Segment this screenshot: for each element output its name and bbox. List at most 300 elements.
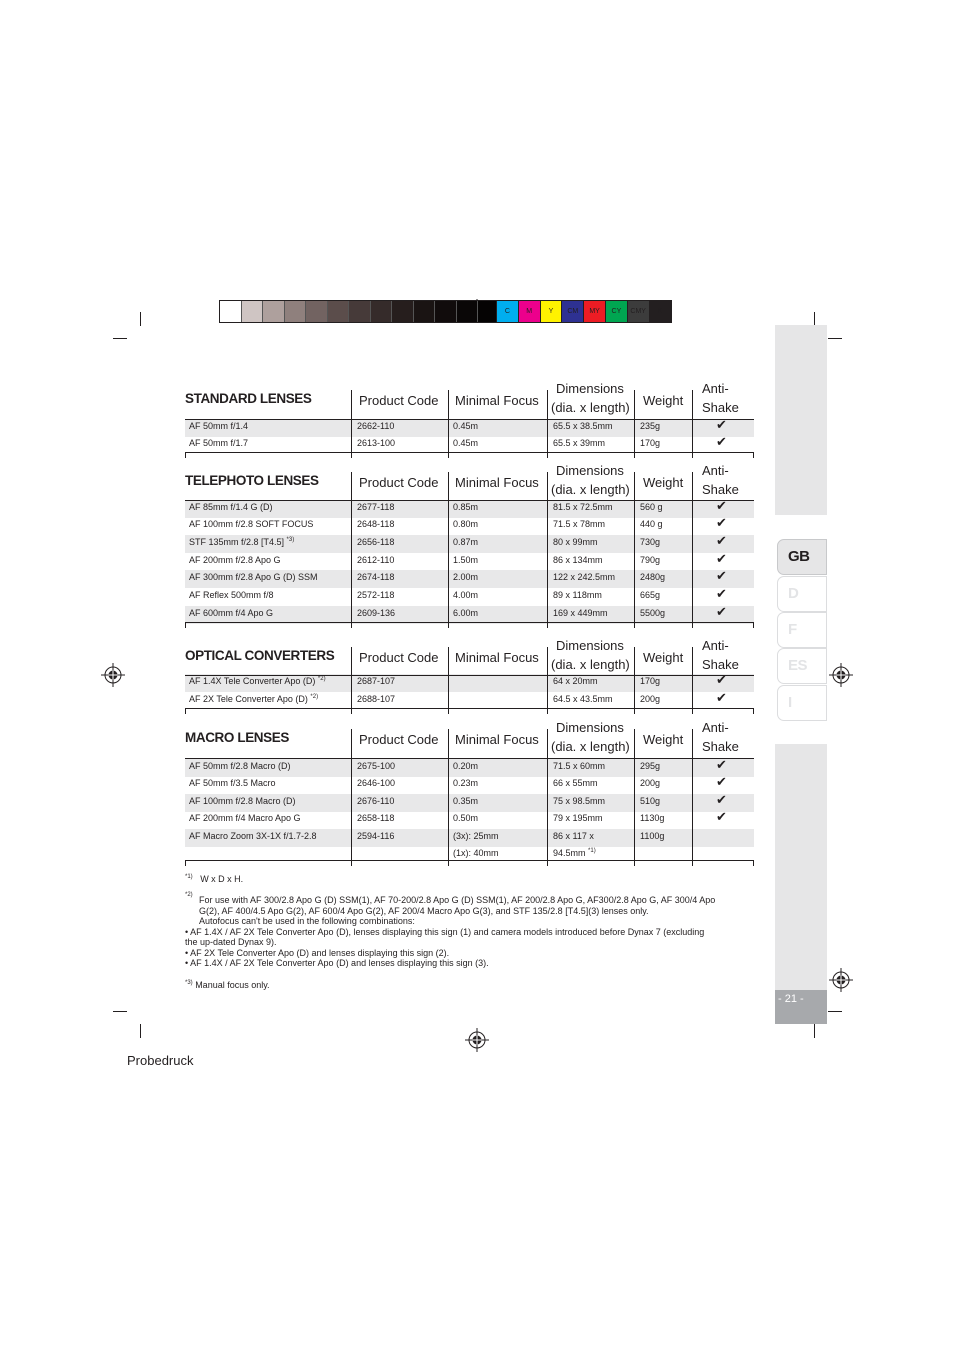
table-cell [640, 519, 663, 529]
table-cell [640, 796, 660, 806]
table-cell [640, 572, 665, 582]
column-divider [547, 759, 548, 777]
column-divider [634, 390, 635, 419]
cell-text: AF 300mm f/2.8 Apo G (D) SSM [189, 572, 318, 582]
cell-text: 89 x 118mm [553, 590, 602, 600]
table-cell [553, 608, 608, 618]
column-header: Anti- [702, 381, 729, 396]
grayscale-bar [219, 300, 522, 323]
cell-text: 75 x 98.5mm [553, 796, 606, 806]
column-header: Shake [702, 739, 739, 754]
anti-shake-check-icon: ✔ [716, 809, 727, 824]
cell-text: STF 135mm f/2.8 [T4.5] [189, 537, 287, 547]
table-cell [357, 438, 395, 448]
cell-text: 2612-110 [357, 555, 395, 565]
table-cell [189, 572, 318, 582]
table-cell [553, 813, 603, 823]
column-divider [692, 553, 693, 571]
cmyk-swatch: CM [562, 301, 584, 322]
column-divider [547, 419, 548, 437]
footnote-3: $^{*3)}$ Manual focus only. [185, 980, 270, 990]
cell-text: 440 g [640, 519, 663, 529]
column-divider [692, 472, 693, 500]
table-cell [189, 778, 276, 788]
column-divider [634, 500, 635, 518]
column-divider [634, 419, 635, 437]
column-divider [351, 606, 352, 624]
cell-text: 80 x 99mm [553, 537, 598, 547]
column-divider [634, 535, 635, 553]
registration-mark-icon [465, 1028, 489, 1052]
table-cell [640, 590, 660, 600]
table-end-rule [185, 860, 754, 861]
column-header: Product Code [359, 393, 439, 408]
cell-text: 0.45m [453, 438, 479, 448]
cell-text: 79 x 195mm [553, 813, 603, 823]
column-divider [692, 708, 693, 714]
cell-text: 1100g [640, 831, 665, 841]
column-divider [692, 452, 693, 458]
column-header: (dia. x length) [551, 400, 630, 415]
column-divider [547, 729, 548, 758]
column-divider [547, 622, 548, 628]
cell-text: 86 x 117 x [553, 831, 594, 841]
cell-text: 94.5mm [553, 848, 589, 858]
column-divider [351, 622, 352, 628]
footnote-marker: *2) [317, 676, 326, 682]
column-divider [547, 452, 548, 458]
cell-text: 0.23m [453, 778, 479, 788]
table-cell [640, 831, 664, 841]
column-divider [634, 570, 635, 588]
cmyk-swatch: MY [584, 301, 606, 322]
column-divider [634, 452, 635, 458]
table-end-rule [185, 622, 754, 623]
column-divider [634, 708, 635, 714]
cell-text: 295g [640, 761, 661, 771]
cell-text: AF 1.4X Tele Converter Apo (D) [189, 676, 318, 686]
table-cell [189, 761, 291, 771]
column-divider [448, 729, 449, 758]
table-cell [553, 537, 598, 547]
language-tab-gb[interactable]: GB [777, 539, 827, 575]
column-divider [448, 647, 449, 675]
cmyk-swatch: CMY [628, 301, 650, 322]
cell-text: 0.20m [453, 761, 479, 771]
column-header: Minimal Focus [455, 732, 539, 747]
column-divider [448, 860, 449, 866]
column-header: Dimensions [556, 638, 624, 653]
cell-text: AF Macro Zoom 3X-1X f/1.7-2.8 [189, 831, 317, 841]
column-header: (dia. x length) [551, 657, 630, 672]
crop-mark [113, 1011, 127, 1012]
cell-text: AF 200mm f/2.8 Apo G [189, 555, 281, 565]
column-divider [547, 588, 548, 606]
table-cell [640, 421, 660, 431]
table-cell [357, 831, 394, 841]
table-cell [189, 694, 318, 704]
table-cell [357, 694, 395, 704]
column-divider [692, 829, 693, 847]
anti-shake-check-icon: ✔ [716, 417, 727, 432]
cell-text: 2688-107 [357, 694, 396, 704]
column-divider [351, 811, 352, 829]
table-cell [453, 519, 478, 529]
column-header: Weight [643, 732, 684, 747]
anti-shake-check-icon: ✔ [716, 774, 727, 789]
language-tab-es[interactable]: ES [777, 648, 827, 684]
column-divider [448, 622, 449, 628]
cell-text: 2572-118 [357, 590, 395, 600]
table-cell [357, 572, 394, 582]
column-divider [351, 472, 352, 500]
cell-text: 5500g [640, 608, 666, 618]
column-divider [547, 500, 548, 518]
table-cell [189, 555, 281, 565]
table-cell [453, 813, 478, 823]
table-cell [453, 555, 478, 565]
anti-shake-check-icon: ✔ [716, 533, 727, 548]
cell-text: 2662-110 [357, 421, 395, 431]
section-title: STANDARD LENSES [185, 391, 312, 406]
column-divider [692, 436, 693, 454]
language-tab-f[interactable]: F [777, 612, 827, 648]
cell-text: 2676-110 [357, 796, 395, 806]
column-divider [692, 794, 693, 812]
column-divider [351, 759, 352, 777]
cell-text: AF 50mm f/3.5 Macro [189, 778, 276, 788]
table-cell [640, 502, 663, 512]
column-divider [547, 535, 548, 553]
crop-mark [113, 338, 127, 339]
column-divider [448, 708, 449, 714]
table-cell [189, 438, 248, 448]
table-cell [189, 519, 313, 529]
column-divider [692, 647, 693, 675]
crop-mark [814, 312, 815, 326]
table-cell [357, 778, 395, 788]
column-divider [634, 811, 635, 829]
cell-text: 790g [640, 555, 661, 565]
proof-label: Probedruck [127, 1053, 194, 1068]
column-divider [351, 776, 352, 794]
column-divider [753, 860, 754, 866]
column-header: (dia. x length) [551, 739, 630, 754]
column-divider [448, 811, 449, 829]
table-cell [453, 761, 478, 771]
column-divider [351, 517, 352, 535]
cell-text: AF 50mm f/1.7 [189, 438, 249, 448]
cell-text: 170g [640, 676, 661, 686]
cell-text: 71.5 x 78mm [553, 519, 606, 529]
column-header: Minimal Focus [455, 475, 539, 490]
cmyk-swatch: M [519, 301, 541, 322]
column-divider [634, 472, 635, 500]
column-header: Minimal Focus [455, 650, 539, 665]
cell-text: AF Reflex 500mm f/8 [189, 590, 274, 600]
registration-mark-icon [829, 968, 853, 992]
anti-shake-check-icon: ✔ [716, 498, 727, 513]
column-header: Weight [643, 650, 684, 665]
column-divider [692, 419, 693, 437]
cell-text: AF 100mm f/2.8 Macro (D) [189, 796, 296, 806]
table-cell [640, 555, 660, 565]
column-divider [634, 517, 635, 535]
anti-shake-check-icon: ✔ [716, 672, 727, 687]
column-divider [547, 692, 548, 710]
column-header: Shake [702, 657, 739, 672]
table-cell [357, 813, 394, 823]
cell-text: 510g [640, 796, 661, 806]
table-cell [189, 796, 296, 806]
cell-text: 2646-100 [357, 778, 396, 788]
cmyk-swatch: C [497, 301, 519, 322]
cell-text: 0.80m [453, 519, 479, 529]
column-header: Shake [702, 482, 739, 497]
column-divider [185, 452, 186, 458]
crop-mark [140, 1024, 141, 1038]
column-divider [351, 829, 352, 847]
table-cell [189, 813, 301, 823]
column-divider [448, 759, 449, 777]
column-divider [634, 860, 635, 866]
column-divider [692, 622, 693, 628]
column-header: (dia. x length) [551, 482, 630, 497]
cell-text: 2648-118 [357, 519, 395, 529]
cell-text: 665g [640, 590, 661, 600]
column-divider [351, 452, 352, 458]
cmyk-swatch: CY [606, 301, 628, 322]
cell-text: 2.00m [453, 572, 479, 582]
column-divider [351, 588, 352, 606]
column-divider [692, 776, 693, 794]
column-header: Weight [643, 475, 684, 490]
table-cell [189, 590, 274, 600]
table-cell [189, 421, 248, 431]
column-divider [448, 390, 449, 419]
crop-mark [828, 338, 842, 339]
table-cell [453, 421, 478, 431]
column-divider [547, 472, 548, 500]
table-cell [453, 572, 478, 582]
table-cell [357, 519, 394, 529]
crop-mark [140, 312, 141, 326]
cell-text: AF 200mm f/4 Macro Apo G [189, 813, 301, 823]
cell-text: 2480g [640, 572, 666, 582]
anti-shake-check-icon: ✔ [716, 434, 727, 449]
column-divider [448, 517, 449, 535]
column-header: Product Code [359, 650, 439, 665]
column-divider [634, 588, 635, 606]
column-divider [753, 708, 754, 714]
column-divider [634, 729, 635, 758]
table-cell [553, 778, 598, 788]
column-divider [448, 829, 449, 847]
cell-text: 122 x 242.5mm [553, 572, 616, 582]
table-cell [453, 848, 499, 858]
column-divider [547, 860, 548, 866]
column-divider [634, 829, 635, 847]
table-cell [553, 676, 598, 686]
column-divider [692, 500, 693, 518]
table-end-rule [185, 708, 754, 709]
table-cell [640, 438, 660, 448]
column-divider [692, 860, 693, 866]
anti-shake-check-icon: ✔ [716, 586, 727, 601]
column-divider [351, 692, 352, 710]
side-panel-bottom [775, 744, 827, 990]
cell-text: 2658-118 [357, 813, 395, 823]
cell-text: 200g [640, 778, 661, 788]
cell-text: 1130g [640, 813, 665, 823]
anti-shake-check-icon: ✔ [716, 757, 727, 772]
section-title: TELEPHOTO LENSES [185, 473, 319, 488]
table-cell [553, 848, 596, 858]
column-divider [448, 553, 449, 571]
table-cell [357, 676, 395, 686]
column-divider [547, 390, 548, 419]
cell-text: 2656-118 [357, 537, 395, 547]
column-divider [351, 860, 352, 866]
table-cell [553, 694, 613, 704]
anti-shake-check-icon: ✔ [716, 515, 727, 530]
cell-text: 2677-118 [357, 502, 395, 512]
column-divider [692, 390, 693, 419]
cmyk-swatch: K [650, 301, 672, 322]
cell-text: 2609-136 [357, 608, 396, 618]
column-divider [351, 647, 352, 675]
column-divider [351, 708, 352, 714]
table-cell [553, 831, 594, 841]
footnote-marker: *2) [310, 694, 319, 700]
anti-shake-check-icon: ✔ [716, 551, 727, 566]
column-divider [692, 517, 693, 535]
cell-text: (1x): 40mm [453, 848, 499, 858]
column-divider [448, 570, 449, 588]
cell-text: 170g [640, 438, 661, 448]
anti-shake-check-icon: ✔ [716, 568, 727, 583]
language-tab-d[interactable]: D [777, 576, 827, 612]
header-rule [185, 419, 754, 420]
cell-text: 71.5 x 60mm [553, 761, 606, 771]
column-divider [547, 436, 548, 454]
column-divider [185, 708, 186, 714]
column-divider [634, 776, 635, 794]
column-divider [634, 647, 635, 675]
table-cell [189, 831, 317, 841]
column-divider [185, 622, 186, 628]
cell-text: 64 x 20mm [553, 676, 598, 686]
column-divider [448, 588, 449, 606]
cell-text: AF 100mm f/2.8 SOFT FOCUS [189, 519, 314, 529]
cell-text: 560 g [640, 502, 663, 512]
table-cell [553, 761, 605, 771]
column-header: Shake [702, 400, 739, 415]
column-divider [692, 759, 693, 777]
column-divider [634, 794, 635, 812]
column-divider [448, 535, 449, 553]
table-end-rule [185, 452, 754, 453]
table-cell [553, 421, 613, 431]
column-header: Product Code [359, 732, 439, 747]
column-divider [448, 500, 449, 518]
cell-text: 730g [640, 537, 661, 547]
cell-text: AF 600mm f/4 Apo G [189, 608, 274, 618]
table-cell [357, 608, 395, 618]
cell-text: 86 x 134mm [553, 555, 603, 565]
table-cell [189, 502, 273, 512]
table-cell [640, 761, 660, 771]
footnote-2: $^{*2)}$ For use with AF 300/2.8 Apo G (D) SSM(1), AF 70-200/2.8 Apo G (D) SSM(1), AF 200/2.8 Apo G, AF300/2.8 Apo G, AF 300/4 Apo G(2), AF 400/4.5 Apo G(2), AF 600/4 Apo G(2), AF 200/4 Macro Apo G(3), and STF 135/2.8 [T4.5](3) lenses only. Autofocus can't be used in the following combinations: • AF 1.4X / AF 2X Tele Converter Apo (D), lenses displaying this sign (1) and camera models introduced before Dynax 7 (excluding the up-dated Dynax 9). • AF 2X Tele Converter Apo (D) and lenses displaying this sign (2). • AF 1.4X / AF 2X Tele Converter Apo (D) and lenses displaying this sign (3). [185, 892, 716, 968]
column-divider [634, 436, 635, 454]
column-divider [448, 419, 449, 437]
table-cell [553, 519, 605, 529]
table-cell [640, 537, 660, 547]
cell-text: 2674-118 [357, 572, 395, 582]
column-header: Dimensions [556, 381, 624, 396]
column-divider [634, 674, 635, 692]
column-divider [692, 570, 693, 588]
table-cell [453, 778, 478, 788]
column-divider [547, 553, 548, 571]
table-cell [453, 831, 499, 841]
column-divider [351, 535, 352, 553]
crop-mark [814, 1024, 815, 1038]
column-divider [351, 553, 352, 571]
column-divider [448, 436, 449, 454]
cmyk-swatch: Y [541, 301, 563, 322]
cell-text: 0.45m [453, 421, 479, 431]
cell-text: 65.5 x 38.5mm [553, 421, 613, 431]
cmyk-color-bar [496, 300, 672, 323]
cell-text: AF 2X Tele Converter Apo (D) [189, 694, 311, 704]
column-divider [634, 606, 635, 624]
column-header: Weight [643, 393, 684, 408]
language-tab-i[interactable]: I [777, 685, 827, 721]
anti-shake-check-icon: ✔ [716, 604, 727, 619]
table-cell [453, 537, 478, 547]
column-divider [448, 472, 449, 500]
table-cell [357, 537, 394, 547]
column-divider [448, 606, 449, 624]
cell-text: 235g [640, 421, 661, 431]
footnote-marker: *1) [588, 848, 596, 854]
column-divider [448, 794, 449, 812]
column-divider [547, 674, 548, 692]
table-cell [189, 537, 294, 547]
column-divider [351, 419, 352, 437]
anti-shake-check-icon: ✔ [716, 792, 727, 807]
column-divider [692, 729, 693, 758]
column-divider [547, 776, 548, 794]
section-title: OPTICAL CONVERTERS [185, 648, 335, 663]
column-divider [351, 794, 352, 812]
column-header: Product Code [359, 475, 439, 490]
cell-text: 169 x 449mm [553, 608, 608, 618]
cell-text: 2687-107 [357, 676, 396, 686]
table-cell [640, 778, 660, 788]
table-cell [640, 694, 660, 704]
cell-text: 1.50m [453, 555, 479, 565]
column-divider [547, 708, 548, 714]
column-divider [634, 622, 635, 628]
table-cell [553, 572, 615, 582]
column-divider [692, 674, 693, 692]
anti-shake-check-icon: ✔ [716, 690, 727, 705]
column-header: Dimensions [556, 720, 624, 735]
column-divider [692, 606, 693, 624]
table-cell [640, 813, 664, 823]
